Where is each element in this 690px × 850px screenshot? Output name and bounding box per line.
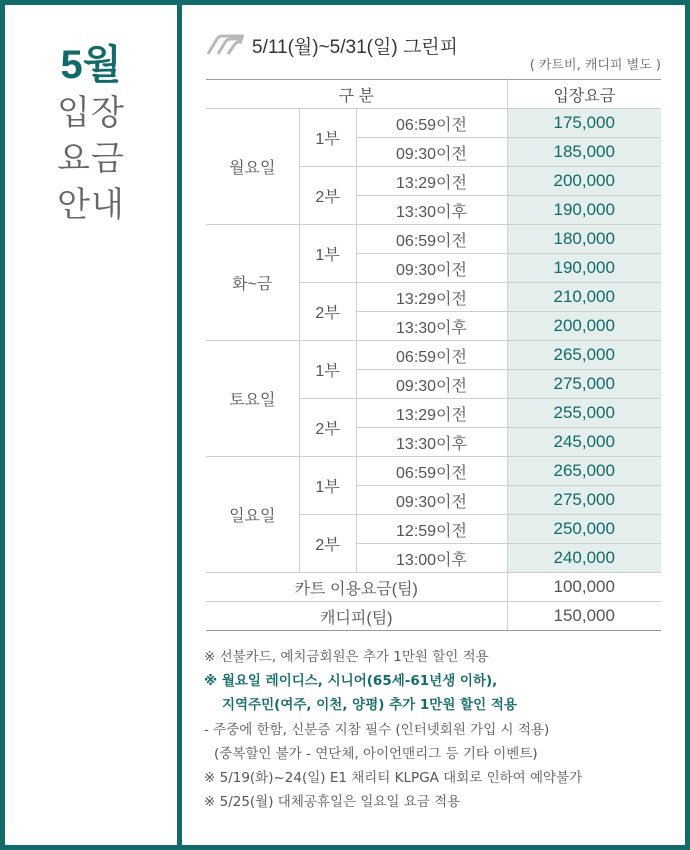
table-row (206, 109, 661, 138)
part-cell: 1부 (299, 225, 356, 283)
period-label: 5/11(월)~5/31(일) 그린피 (252, 36, 459, 58)
header-fee: 입장요금 (507, 80, 661, 109)
notes-section (204, 645, 674, 814)
time-cell: 06:59이전 (356, 225, 507, 254)
note-7: ※ 5/25(월) 대체공휴일은 일요일 요금 적용 (204, 794, 461, 811)
fee-cell: 275,000 (507, 486, 661, 515)
title-line-3: 안내 (57, 185, 125, 225)
table-row (206, 341, 661, 370)
extra-fee-row (206, 573, 661, 602)
fee-cell: 175,000 (507, 109, 661, 138)
part-cell: 1부 (299, 457, 356, 515)
fee-table (206, 79, 661, 631)
title-line-2: 요금 (57, 139, 125, 179)
day-cell: 월요일 (206, 109, 299, 225)
greenfee-logo-icon (206, 34, 246, 56)
fee-cell: 190,000 (507, 254, 661, 283)
time-cell: 13:29이전 (356, 283, 507, 312)
fee-cell: 265,000 (507, 341, 661, 370)
note-1: ※ 선불카드, 예치금회원은 추가 1만원 할인 적용 (204, 649, 489, 665)
fee-cell: 185,000 (507, 138, 661, 167)
time-cell: 13:00이후 (356, 544, 507, 573)
time-cell: 09:30이전 (356, 370, 507, 399)
part-cell: 2부 (299, 167, 356, 225)
day-cell: 일요일 (206, 457, 299, 573)
time-cell: 06:59이전 (356, 457, 507, 486)
part-cell: 1부 (299, 341, 356, 399)
day-cell: 화~금 (206, 225, 299, 341)
note-6: ※ 5/19(화)~24(일) E1 채리티 KLPGA 대회로 인하여 예약불가 (204, 770, 583, 787)
time-cell: 13:30이후 (356, 196, 507, 225)
header-category: 구 분 (206, 80, 507, 109)
note-5: (중복할인 불가 - 연단체, 아이언맨리그 등 기타 이벤트) (214, 745, 538, 762)
note-3: 지역주민(여주, 이천, 양평) 추가 1만원 할인 적용 (222, 697, 517, 714)
part-cell: 2부 (299, 399, 356, 457)
time-cell: 13:29이전 (356, 167, 507, 196)
time-cell: 09:30이전 (356, 138, 507, 167)
note-4: - 주중에 한함, 신분증 지참 필수 (인터넷회원 가입 시 적용) (204, 721, 550, 738)
extra-fee-cell: 150,000 (507, 602, 661, 631)
fee-cell: 210,000 (507, 283, 661, 312)
title-line-1: 입장 (57, 93, 125, 133)
time-cell: 09:30이전 (356, 254, 507, 283)
day-cell: 토요일 (206, 341, 299, 457)
extra-label-cell: 카트 이용요금(팀) (206, 573, 507, 602)
fee-cell: 200,000 (507, 167, 661, 196)
fee-cell: 245,000 (507, 428, 661, 457)
part-cell: 1부 (299, 109, 356, 167)
part-cell: 2부 (299, 283, 356, 341)
side-title (5, 40, 177, 228)
time-cell: 06:59이전 (356, 341, 507, 370)
fee-cell: 255,000 (507, 399, 661, 428)
fee-cell: 200,000 (507, 312, 661, 341)
vertical-divider (177, 0, 182, 850)
fee-cell: 275,000 (507, 370, 661, 399)
time-cell: 12:59이전 (356, 515, 507, 544)
fee-cell: 240,000 (507, 544, 661, 573)
time-cell: 06:59이전 (356, 109, 507, 138)
time-cell: 09:30이전 (356, 486, 507, 515)
fee-cell: 180,000 (507, 225, 661, 254)
part-cell: 2부 (299, 515, 356, 573)
extra-fee-cell: 100,000 (507, 573, 661, 602)
table-header-row (206, 80, 661, 109)
month-label: 5월 (60, 43, 122, 87)
time-cell: 13:30이후 (356, 428, 507, 457)
fee-cell: 265,000 (507, 457, 661, 486)
fee-cell: 250,000 (507, 515, 661, 544)
fee-cell: 190,000 (507, 196, 661, 225)
extra-fee-row (206, 602, 661, 631)
note-2: ※ 월요일 레이디스, 시니어(65세-61년생 이하), (204, 673, 498, 690)
time-cell: 13:30이후 (356, 312, 507, 341)
extra-label-cell: 캐디피(팀) (206, 602, 507, 631)
time-cell: 13:29이전 (356, 399, 507, 428)
table-row (206, 225, 661, 254)
extra-cost-note: ( 카트비, 캐디피 별도 ) (529, 58, 661, 73)
table-row (206, 457, 661, 486)
